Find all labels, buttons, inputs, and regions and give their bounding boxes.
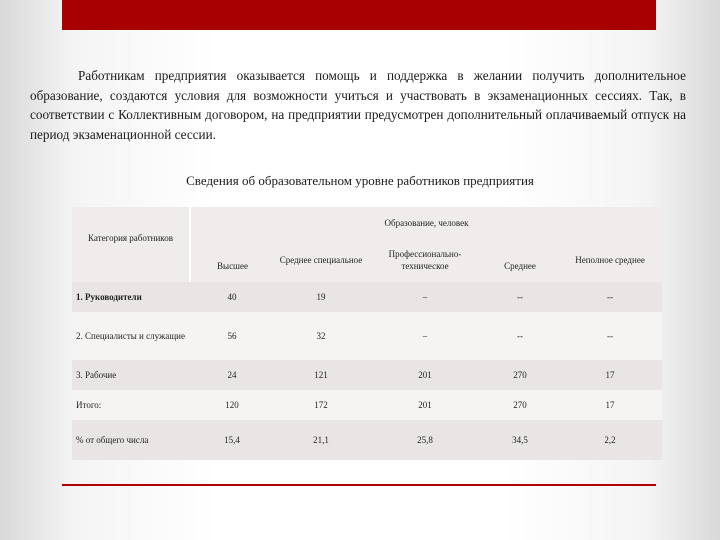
cell: 17 [558, 390, 662, 420]
cell: 56 [190, 312, 274, 360]
cell: 32 [274, 312, 368, 360]
cell: 17 [558, 360, 662, 390]
table-title: Сведения об образовательном уровне работников предприятия [186, 173, 534, 188]
education-table [72, 207, 662, 460]
category-header: Категория работников [72, 207, 190, 282]
table-row [72, 312, 662, 360]
cell: -- [482, 312, 558, 360]
cell: 2,2 [558, 420, 662, 460]
table-row [72, 282, 662, 312]
table-row [72, 390, 662, 420]
cell: 19 [274, 282, 368, 312]
top-accent-bar [62, 0, 656, 30]
cell: 201 [368, 390, 482, 420]
table-row [72, 360, 662, 390]
cell: 15,4 [190, 420, 274, 460]
cell: 270 [482, 360, 558, 390]
cell: 21,1 [274, 420, 368, 460]
cell: – [368, 312, 482, 360]
col-header-higher: Высшее [190, 237, 274, 282]
col-header-secondary-special: Среднее специальное [274, 237, 368, 282]
cell: -- [558, 312, 662, 360]
group-header: Образование, человек [190, 207, 662, 237]
cell: 25,8 [368, 420, 482, 460]
row-label: 2. Специалисты и служащие [72, 312, 190, 360]
cell: 120 [190, 390, 274, 420]
cell: 40 [190, 282, 274, 312]
intro-paragraph: Работникам предприятия оказывается помощь и поддержка в желании получить дополнительное образование, создаются условия для возможности учиться и участвовать в экзаменационных сессиях. Так, в соответствии с Коллективным договором, на предприятии предусмотрен дополнительный оплачиваемый отпуск на период экзаменационной сессии. [30, 68, 686, 142]
cell: 270 [482, 390, 558, 420]
col-header-incomplete-secondary: Неполное среднее [558, 237, 662, 282]
cell: -- [558, 282, 662, 312]
cell: – [368, 282, 482, 312]
row-label: 1. Руководители [72, 282, 190, 312]
table-row [72, 420, 662, 460]
cell: 201 [368, 360, 482, 390]
row-label: 3. Рабочие [72, 360, 190, 390]
row-label: % от общего числа [72, 420, 190, 460]
cell: 121 [274, 360, 368, 390]
cell: -- [482, 282, 558, 312]
cell: 24 [190, 360, 274, 390]
col-header-secondary: Среднее [482, 237, 558, 282]
row-label: Итого: [72, 390, 190, 420]
cell: 34,5 [482, 420, 558, 460]
cell: 172 [274, 390, 368, 420]
bottom-divider [62, 484, 656, 486]
col-header-vocational: Профессионально-техническое [368, 237, 482, 282]
